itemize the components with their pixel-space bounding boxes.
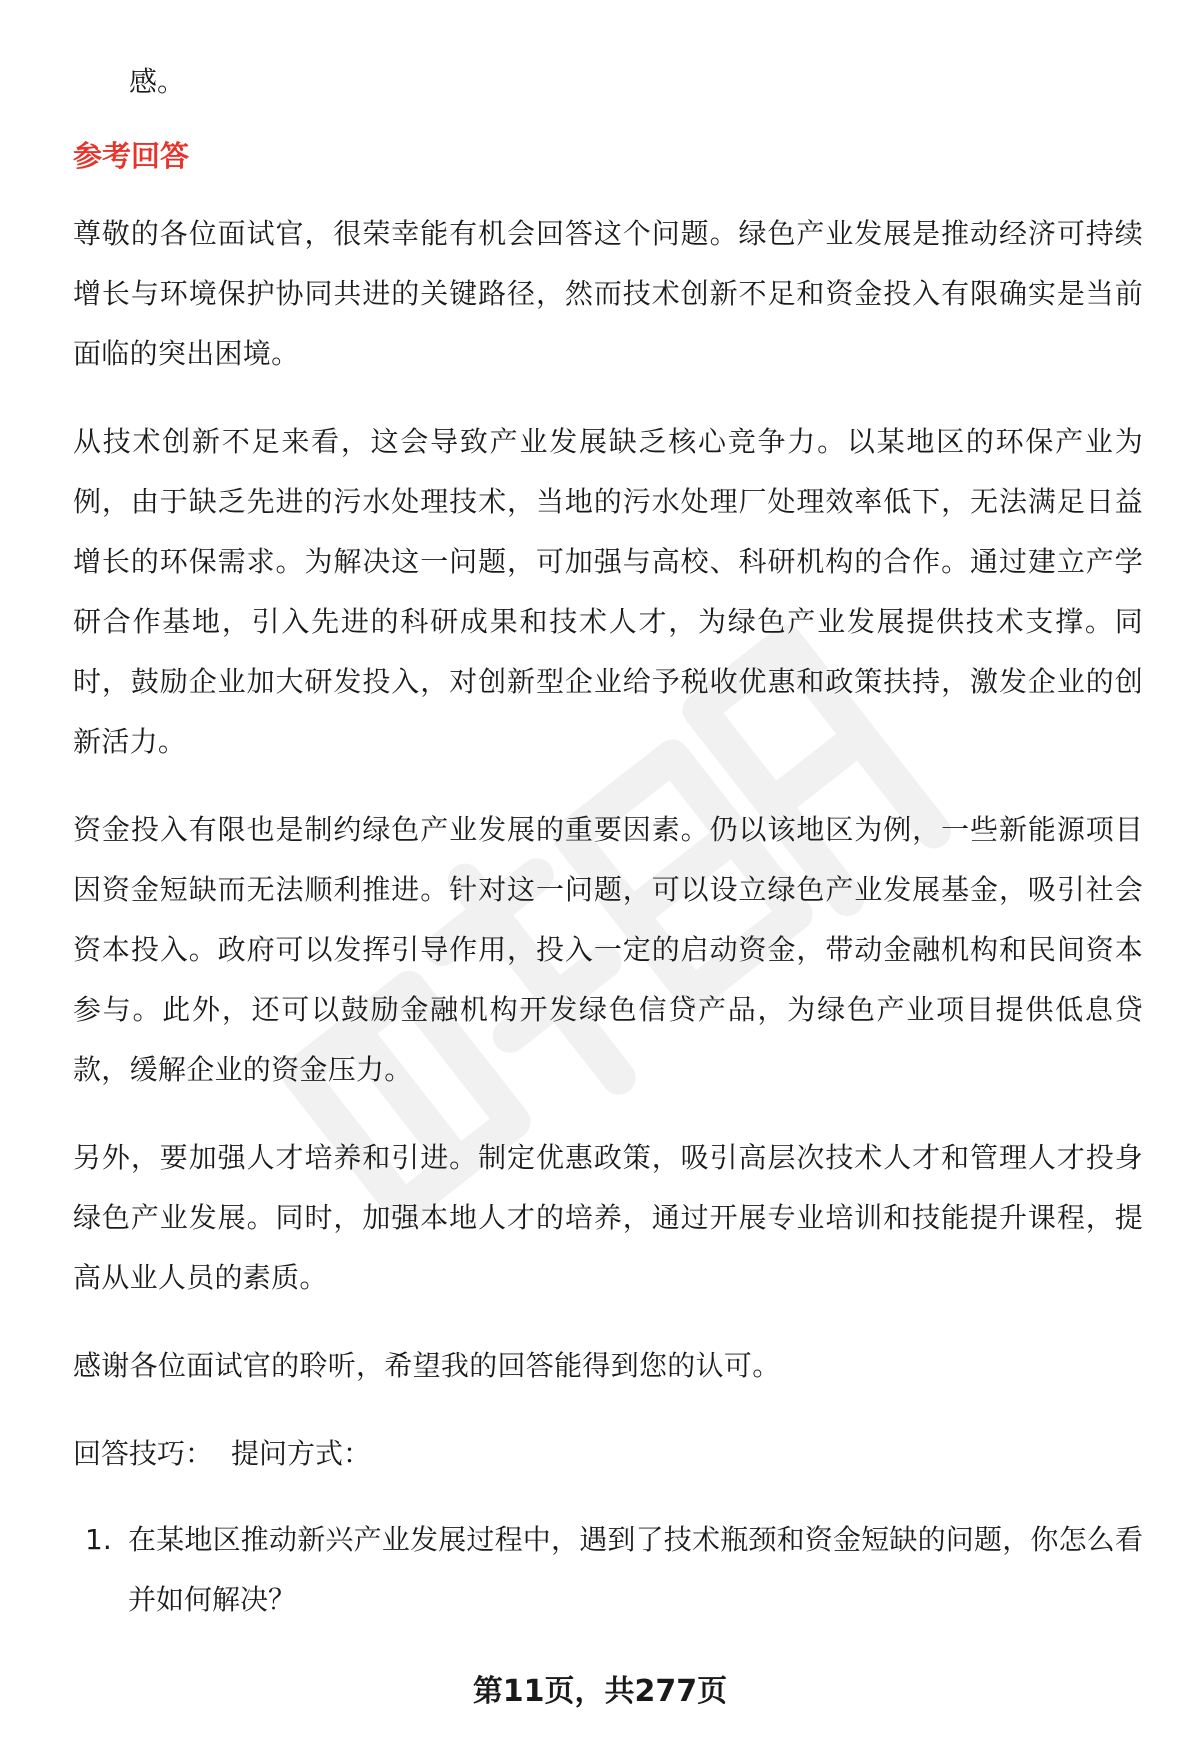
paragraph-intro: 尊敬的各位面试官，很荣幸能有机会回答这个问题。绿色产业发展是推动经济可持续增长与环境保护协同共进的关键路径，然而技术创新不足和资金投入有限确实是当前面临的突出困境。 (73, 217, 1143, 370)
question-list (73, 1510, 1143, 1630)
paragraph-technology: 从技术创新不足来看，这会导致产业发展缺乏核心竞争力。以某地区的环保产业为例，由于缺乏先进的污水处理技术，当地的污水处理厂处理效率低下，无法满足日益增长的环保需求。为解决这一问题，可加强与高校、科研机构的合作。通过建立产学研合作基地，引入先进的科研成果和技术人才，为绿色产业发展提供技术支撑。同时，鼓励企业加大研发投入，对创新型企业给予税收优惠和政策扶持，激发企业的创新活力。 (73, 425, 1143, 758)
section-heading: 参考回答 (73, 139, 190, 173)
paragraph-talent: 另外，要加强人才培养和引进。制定优惠政策，吸引高层次技术人才和管理人才投身绿色产业发展。同时，加强本地人才的培养，通过开展专业培训和技能提升课程，提高从业人员的素质。 (73, 1141, 1143, 1294)
tips-line (73, 1424, 1143, 1484)
tips-label-question: 提问方式： (231, 1437, 372, 1470)
page-footer: 第11页，共277页 (472, 1674, 728, 1709)
tips-label-answer: 回答技巧： (73, 1437, 214, 1470)
document-body (73, 58, 1143, 1630)
continuation-text: 感。 (129, 65, 186, 98)
paragraph-funding: 资金投入有限也是制约绿色产业发展的重要因素。仍以该地区为例，一些新能源项目因资金短缺而无法顺利推进。针对这一问题，可以设立绿色产业发展基金，吸引社会资本投入。政府可以发挥引导作用，投入一定的启动资金，带动金融机构和民间资本参与。此外，还可以鼓励金融机构开发绿色信贷产品，为绿色产业项目提供低息贷款，缓解企业的资金压力。 (73, 813, 1143, 1086)
paragraph-closing: 感谢各位面试官的聆听，希望我的回答能得到您的认可。 (73, 1349, 781, 1382)
list-item-number: 1. (85, 1523, 112, 1556)
list-item-text: 在某地区推动新兴产业发展过程中，遇到了技术瓶颈和资金短缺的问题，你怎么看并如何解决？ (128, 1523, 1143, 1616)
list-item (73, 1510, 1143, 1630)
